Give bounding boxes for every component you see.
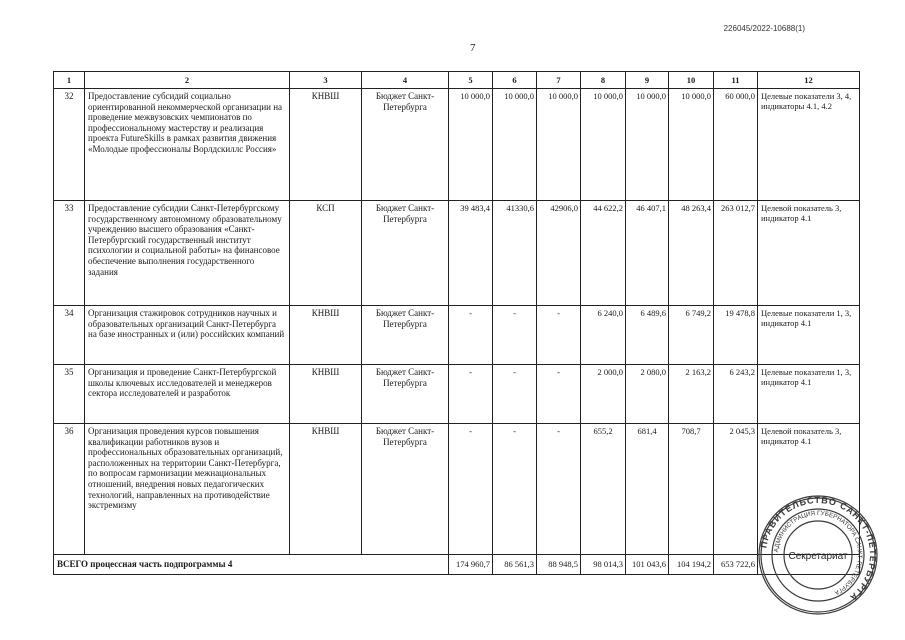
- funding-source: Бюджет Санкт-Петербурга: [362, 89, 449, 201]
- activity-name: Предоставление субсидии Санкт-Петербургскому государственному автономному образовательному учреждению высшего образования «Санкт-Петербургский государственный институт психологии и социальной работы» на финансовое обеспечение выполнения государственного задания: [85, 201, 290, 306]
- value-col7: 42906,0: [537, 201, 581, 306]
- target-indicators: Целевые показатели 1, 3, индикатор 4.1: [758, 306, 860, 365]
- funding-source: Бюджет Санкт-Петербурга: [362, 365, 449, 424]
- value-col9: 6 489,6: [626, 306, 669, 365]
- header-cell: 12: [758, 72, 860, 89]
- activity-name: Организация и проведение Санкт-Петербургской школы ключевых исследователей и менеджеров сектора исследователей и разработок: [85, 365, 290, 424]
- header-cell: 5: [449, 72, 493, 89]
- header-cell: 2: [85, 72, 290, 89]
- value-col5: -: [449, 424, 493, 555]
- value-col10: 2 163,2: [669, 365, 714, 424]
- target-indicators: Целевой показатель 3, индикатор 4.1: [758, 201, 860, 306]
- table-row: [54, 306, 860, 365]
- funding-source: Бюджет Санкт-Петербурга: [362, 424, 449, 555]
- executor: КНВШ: [290, 424, 362, 555]
- value-col5: 39 483,4: [449, 201, 493, 306]
- row-number: 33: [54, 201, 85, 306]
- total-col5: 174 960,7: [449, 555, 493, 575]
- funding-source: Бюджет Санкт-Петербурга: [362, 306, 449, 365]
- value-col11: 263 012,7: [714, 201, 758, 306]
- row-number: 34: [54, 306, 85, 365]
- seal-center-text: Секретариат: [788, 551, 848, 562]
- total-col10: 104 194,2: [669, 555, 714, 575]
- value-col8: 44 622,2: [581, 201, 626, 306]
- value-col5: -: [449, 365, 493, 424]
- header-cell: 4: [362, 72, 449, 89]
- total-label: ВСЕГО процессная часть подпрограммы 4: [54, 555, 449, 575]
- table-row: [54, 89, 860, 201]
- total-col7: 88 948,5: [537, 555, 581, 575]
- header-cell: 3: [290, 72, 362, 89]
- value-col7: -: [537, 306, 581, 365]
- activity-name: Организация стажировок сотрудников научных и образовательных организаций Санкт-Петербурга на базе иностранных и (или) российских компаний: [85, 306, 290, 365]
- header-cell: 10: [669, 72, 714, 89]
- value-col8: 6 240,0: [581, 306, 626, 365]
- page-number: 7: [470, 42, 476, 54]
- table-header-row: [54, 72, 860, 89]
- executor: КНВШ: [290, 306, 362, 365]
- seal-outer-text: ПРАВИТЕЛЬСТВО САНКТ-ПЕТЕРБУРГА: [758, 494, 879, 604]
- activity-name: Организация проведения курсов повышения квалификации работников вузов и профессиональных образовательных организаций, расположенных на территории Санкт-Петербурга, по вопросам гармонизации межнациональных отношений, внедрения новых педагогических технологий, направленных на противодействие экстремизму: [85, 424, 290, 555]
- value-col10: 708,7: [669, 424, 714, 555]
- table-row: [54, 424, 860, 555]
- table-row: [54, 365, 860, 424]
- value-col11: 2 045,3: [714, 424, 758, 555]
- document-id: 226045/2022-10688(1): [723, 24, 805, 33]
- value-col5: -: [449, 306, 493, 365]
- row-number: 36: [54, 424, 85, 555]
- header-cell: 7: [537, 72, 581, 89]
- program-table: [53, 71, 860, 575]
- target-indicators: Целевой показатель 3, индикатор 4.1: [758, 424, 860, 555]
- activity-name: Предоставление субсидий социально ориентированной некоммерческой организации на проведение межвузовских чемпионатов по профессиональному мастерству и реализация проекта FutureSkills в рамках развития движения «Молодые профессионалы Ворлдскиллс Россия»: [85, 89, 290, 201]
- value-col8: 655,2: [581, 424, 626, 555]
- value-col9: 681,4: [626, 424, 669, 555]
- value-col10: 48 263,4: [669, 201, 714, 306]
- value-col9: 2 080,0: [626, 365, 669, 424]
- value-col11: 19 478,8: [714, 306, 758, 365]
- row-number: 32: [54, 89, 85, 201]
- value-col11: 60 000,0: [714, 89, 758, 201]
- value-col8: 10 000,0: [581, 89, 626, 201]
- total-col11: 653 722,6: [714, 555, 758, 575]
- value-col11: 6 243,2: [714, 365, 758, 424]
- seal-inner-text: АДМИНИСТРАЦИЯ ГУБЕРНАТОРА САНКТ-ПЕТЕРБУРГА: [773, 509, 864, 597]
- value-col8: 2 000,0: [581, 365, 626, 424]
- header-cell: 6: [493, 72, 537, 89]
- total-col8: 98 014,3: [581, 555, 626, 575]
- value-col7: -: [537, 424, 581, 555]
- total-row: [54, 555, 860, 575]
- value-col6: -: [493, 365, 537, 424]
- row-number: 35: [54, 365, 85, 424]
- value-col9: 10 000,0: [626, 89, 669, 201]
- official-seal: [757, 494, 879, 616]
- funding-source: Бюджет Санкт-Петербурга: [362, 201, 449, 306]
- header-cell: 8: [581, 72, 626, 89]
- header-cell: 9: [626, 72, 669, 89]
- value-col7: 10 000,0: [537, 89, 581, 201]
- value-col6: -: [493, 306, 537, 365]
- total-col6: 86 561,3: [493, 555, 537, 575]
- value-col6: 41330,6: [493, 201, 537, 306]
- total-col9: 101 043,6: [626, 555, 669, 575]
- header-cell: 11: [714, 72, 758, 89]
- value-col6: 10 000,0: [493, 89, 537, 201]
- value-col9: 46 407,1: [626, 201, 669, 306]
- value-col6: -: [493, 424, 537, 555]
- executor: КНВШ: [290, 89, 362, 201]
- header-cell: 1: [54, 72, 85, 89]
- table-row: [54, 201, 860, 306]
- executor: КСП: [290, 201, 362, 306]
- value-col10: 6 749,2: [669, 306, 714, 365]
- value-col10: 10 000,0: [669, 89, 714, 201]
- target-indicators: Целевые показатели 3, 4, индикаторы 4.1, 4.2: [758, 89, 860, 201]
- value-col7: -: [537, 365, 581, 424]
- value-col5: 10 000,0: [449, 89, 493, 201]
- executor: КНВШ: [290, 365, 362, 424]
- target-indicators: Целевые показатели 1, 3, индикатор 4.1: [758, 365, 860, 424]
